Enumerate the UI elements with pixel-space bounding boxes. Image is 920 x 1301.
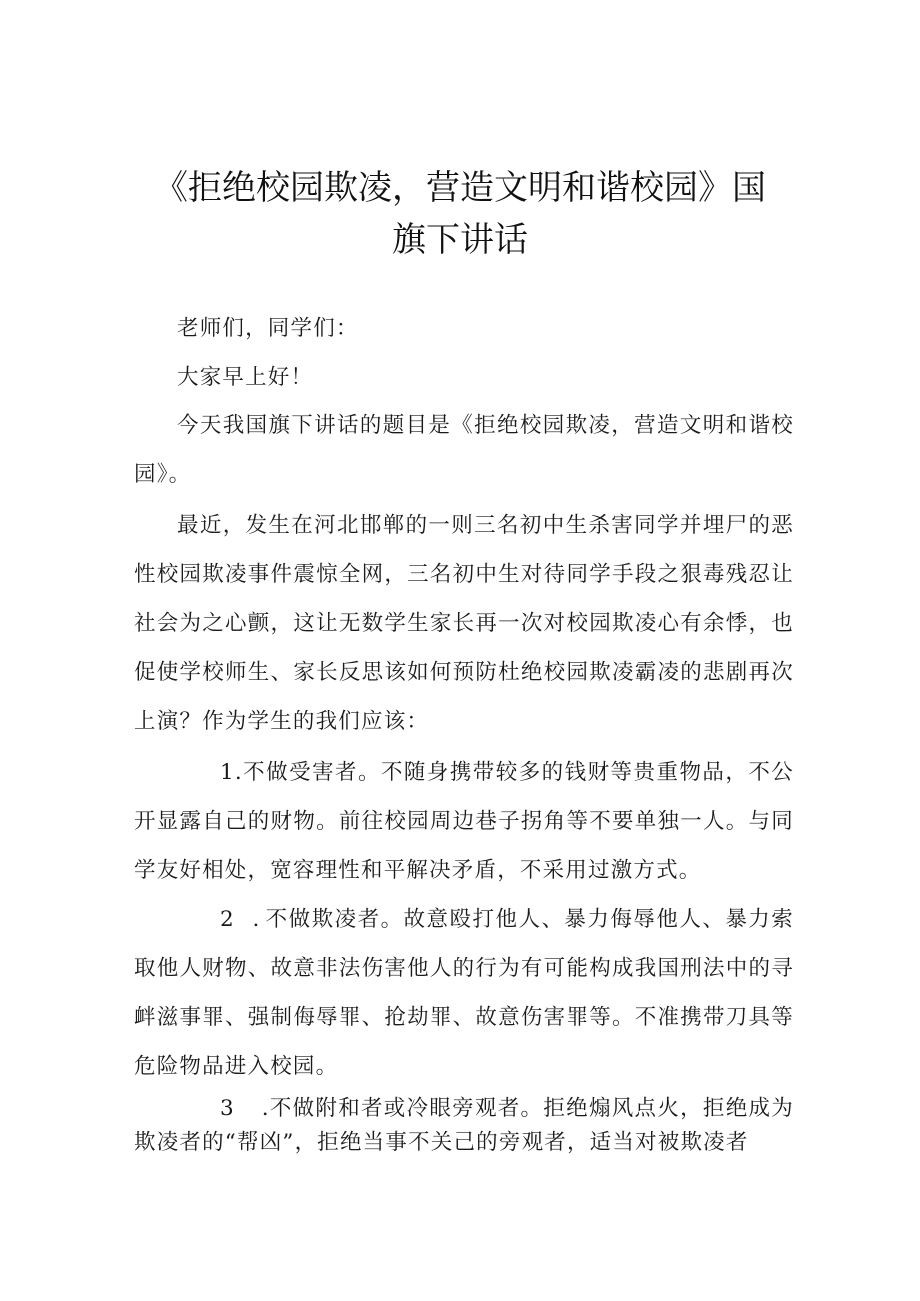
greeting-paragraph xyxy=(134,304,794,353)
item-body: 不做受害者。不随身携带较多的钱财等贵重物品，不公开显露自己的财物。前往校园周边巷子拐角等不要单独一人。与同学友好相处，宽容理性和平解决矛盾，不采用过激方式。 xyxy=(134,760,794,883)
item-1-text xyxy=(134,748,794,895)
item-number: 3 xyxy=(220,1096,234,1121)
item-3-text xyxy=(134,1092,794,1160)
list-item xyxy=(134,1092,794,1160)
good-morning-text: 大家早上好！ xyxy=(177,365,314,390)
list-item xyxy=(134,748,794,895)
intro-paragraph xyxy=(134,401,794,499)
intro-text: 今天我国旗下讲话的题目是《拒绝校园欺凌，营造文明和谐校园》。 xyxy=(134,413,794,487)
recent-event-text: 最近，发生在河北邯郸的一则三名初中生杀害同学并埋尸的恶性校园欺凌事件震惊全网，三名初中生对待同学手段之狠毒残忍让社会为之心颤，这让无数学生家长再一次对校园欺凌心有余悸，也促使学校师生、家长反思该如何预防杜绝校园欺凌霸凌的悲剧再次上演？作为学生的我们应该： xyxy=(134,513,794,734)
item-number: 2 . xyxy=(220,907,266,932)
list-item xyxy=(134,895,794,1091)
item-body: 不做欺凌者。故意殴打他人、暴力侮辱他人、暴力索取他人财物、故意非法伤害他人的行为有可能构成我国刑法中的寻衅滋事罪、强制侮辱罪、抢劫罪、故意伤害罪等。不准携带刀具等危险物品进入校园。 xyxy=(134,907,794,1079)
document-title-line-1: 《拒绝校园欺凌，营造文明和谐校园》国 xyxy=(154,168,766,208)
greeting-text: 老师们，同学们： xyxy=(177,316,359,341)
item-body: .不做附和者或冷眼旁观者。拒绝煽风点火，拒绝成为欺凌者的“帮凶”，拒绝当事不关己的旁观者，适当对被欺凌者 xyxy=(134,1096,794,1155)
document-title-line-2: 旗下讲话 xyxy=(392,220,528,260)
recent-event-paragraph xyxy=(134,501,794,746)
item-number: 1. xyxy=(220,760,243,785)
item-2-text xyxy=(134,895,794,1091)
good-morning-paragraph xyxy=(134,353,794,402)
